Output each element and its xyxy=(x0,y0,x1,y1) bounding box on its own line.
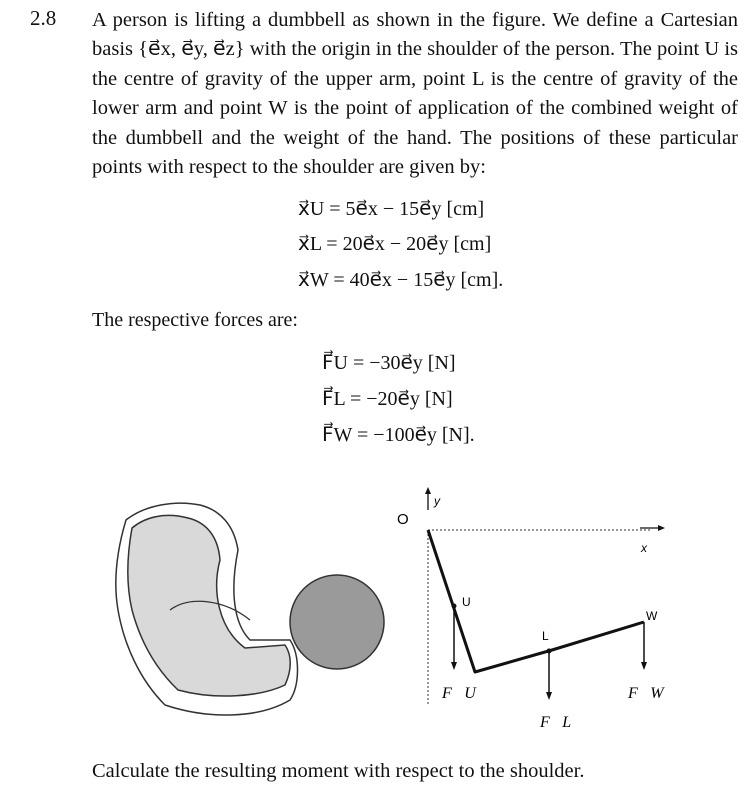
force-U-label: F⃗U xyxy=(442,685,476,702)
point-L-label: L xyxy=(542,629,549,643)
force-U-arrowhead xyxy=(451,662,457,670)
y-axis-arrowhead xyxy=(425,487,431,494)
force-L-arrowhead xyxy=(546,692,552,700)
x-axis-label: x xyxy=(641,541,647,555)
position-L: x⃗L = 20e⃗x − 20e⃗y [cm] xyxy=(298,233,492,255)
x-axis-arrowhead xyxy=(658,525,665,531)
origin-label: O xyxy=(397,511,409,528)
force-W-arrowhead xyxy=(641,662,647,670)
point-W-label: W xyxy=(646,609,658,623)
position-W: x⃗W = 40e⃗x − 15e⃗y [cm]. xyxy=(298,269,504,291)
force-U: F⃗U = −30e⃗y [N] xyxy=(322,352,456,374)
problem-intro: A person is lifting a dumbbell as shown in the figure. We define a Cartesian basis {e⃗x, e⃗y, e⃗z} with the origin in the shoulder of the person. The point U is the centre of gravity of the upper arm, point L is the centre of gravity of the lower arm and point W is the point of application of the combined weight of the dumbbell and the weight of the hand. The positions of these particular points with respect to the shoulder are given by: xyxy=(92,9,738,179)
position-U: x⃗U = 5e⃗x − 15e⃗y [cm] xyxy=(298,198,485,220)
forces-intro: The respective forces are: xyxy=(92,309,298,331)
question: Calculate the resulting moment with respect to the shoulder. xyxy=(92,760,585,782)
arm-linkage xyxy=(428,530,644,672)
arm-figure xyxy=(0,470,750,760)
force-L-label: F⃗L xyxy=(540,714,572,731)
y-axis-label: y xyxy=(434,494,440,508)
force-L: F⃗L = −20e⃗y [N] xyxy=(322,388,453,410)
force-W: F⃗W = −100e⃗y [N]. xyxy=(322,424,475,446)
point-U-label: U xyxy=(462,595,471,609)
force-W-label: F⃗W xyxy=(628,685,664,702)
dumbbell xyxy=(290,575,384,669)
problem-number: 2.8 xyxy=(30,6,57,30)
